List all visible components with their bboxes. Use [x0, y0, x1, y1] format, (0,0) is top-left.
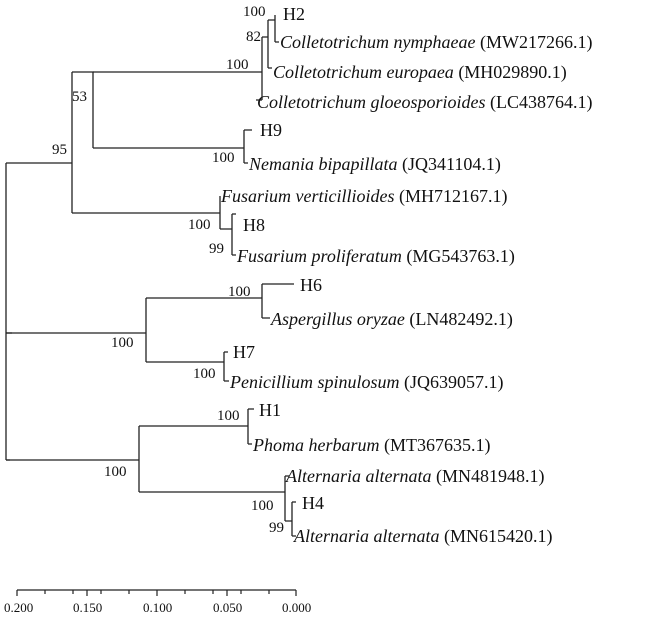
- branch-colletotrichum: [256, 37, 262, 100]
- branch-root: [6, 163, 10, 460]
- bootstrap-alternaria-outer: 100: [251, 498, 274, 514]
- species-name: Penicillium spinulosum: [230, 372, 400, 392]
- leaf-labels: [220, 4, 593, 547]
- accession-number: (MN615420.1): [444, 526, 553, 546]
- species-name: Fusarium verticillioides: [221, 186, 395, 206]
- bootstrap-pleosporales: 100: [104, 464, 127, 480]
- bootstrap-values: [52, 4, 284, 536]
- accession-number: (JQ341104.1): [402, 154, 501, 174]
- leaf-h4: H4: [302, 493, 324, 513]
- accession-number: (MW217266.1): [479, 32, 593, 52]
- accession-number: (MH029890.1): [458, 62, 567, 82]
- branch-53: [72, 72, 93, 148]
- leaf-h1: H1: [259, 400, 281, 420]
- bootstrap-with-europaea: 82: [246, 29, 261, 45]
- branch-h2-nymphaeae: [268, 15, 279, 42]
- leaf-penicillium-spinulosum: [229, 372, 504, 393]
- leaf-alternaria-alternata-2: [293, 526, 553, 547]
- leaf-h7: H7: [233, 342, 255, 362]
- scale-axis: [4, 590, 311, 615]
- leaf-h6: H6: [300, 275, 322, 295]
- leaf-h9: H9: [260, 120, 282, 140]
- bootstrap-h1-herbarum: 100: [217, 408, 240, 424]
- scale-tick-label: 0.150: [73, 600, 103, 615]
- species-name: Fusarium proliferatum: [237, 246, 402, 266]
- bootstrap-sordariomycetes: 95: [52, 142, 67, 158]
- bootstrap-h4-alternata: 99: [269, 520, 284, 536]
- bootstrap-h2-nymphaeae: 100: [243, 4, 266, 20]
- species-name: Phoma herbarum: [253, 435, 380, 455]
- leaf-colletotrichum-gloeosporioides: [257, 92, 593, 113]
- accession-number: (MT367635.1): [384, 435, 491, 455]
- accession-number: (MN481948.1): [436, 466, 545, 486]
- species-name: Alternaria alternata: [294, 526, 440, 546]
- scale-tick-label: 0.100: [143, 600, 173, 615]
- leaf-nemania-bipapillata: [248, 154, 501, 175]
- species-name: Colletotrichum europaea: [273, 62, 454, 82]
- species-name: Aspergillus oryzae: [271, 309, 405, 329]
- leaf-fusarium-verticillioides: [220, 186, 507, 207]
- bootstrap-colletotrichum: 100: [226, 57, 249, 73]
- tree-branches: [6, 15, 296, 536]
- accession-number: (MH712167.1): [398, 186, 508, 206]
- bootstrap-fusarium-outer: 100: [188, 217, 211, 233]
- species-name: Nemania bipapillata: [249, 154, 398, 174]
- leaf-fusarium-proliferatum: [236, 246, 515, 267]
- leaf-alternaria-alternata-1: [285, 466, 545, 487]
- leaf-aspergillus-oryzae: [270, 309, 513, 330]
- branch-h7-spinulosum: [146, 352, 229, 381]
- bootstrap-h8-proliferatum: 99: [209, 241, 224, 257]
- accession-number: (LC438764.1): [490, 92, 593, 112]
- bootstrap-h6-oryzae: 100: [228, 284, 251, 300]
- bootstrap-colletotrichum-nemania: 53: [72, 89, 87, 105]
- leaf-h2: H2: [283, 4, 305, 24]
- accession-number: (MG543763.1): [406, 246, 515, 266]
- accession-number: (LN482492.1): [409, 309, 513, 329]
- scale-tick-label: 0.000: [282, 600, 312, 615]
- leaf-colletotrichum-nymphaeae: [280, 32, 592, 53]
- scale-tick-label: 0.200: [4, 600, 34, 615]
- bootstrap-h9-nemania: 100: [212, 150, 235, 166]
- accession-number: (JQ639057.1): [404, 372, 504, 392]
- leaf-colletotrichum-europaea: [273, 62, 567, 83]
- branch-eurotiales: [6, 298, 146, 362]
- branch-pleosporales: [6, 426, 139, 492]
- leaf-phoma-herbarum: [252, 435, 491, 456]
- species-name: Alternaria alternata: [286, 466, 432, 486]
- bootstrap-h7-spinulosum: 100: [193, 366, 216, 382]
- species-name: Colletotrichum nymphaeae: [280, 32, 476, 52]
- scale-tick-label: 0.050: [213, 600, 243, 615]
- bootstrap-eurotiales: 100: [111, 335, 134, 351]
- leaf-h8: H8: [243, 215, 265, 235]
- branch-82: [262, 20, 272, 68]
- species-name: Colletotrichum gloeosporioides: [257, 92, 486, 112]
